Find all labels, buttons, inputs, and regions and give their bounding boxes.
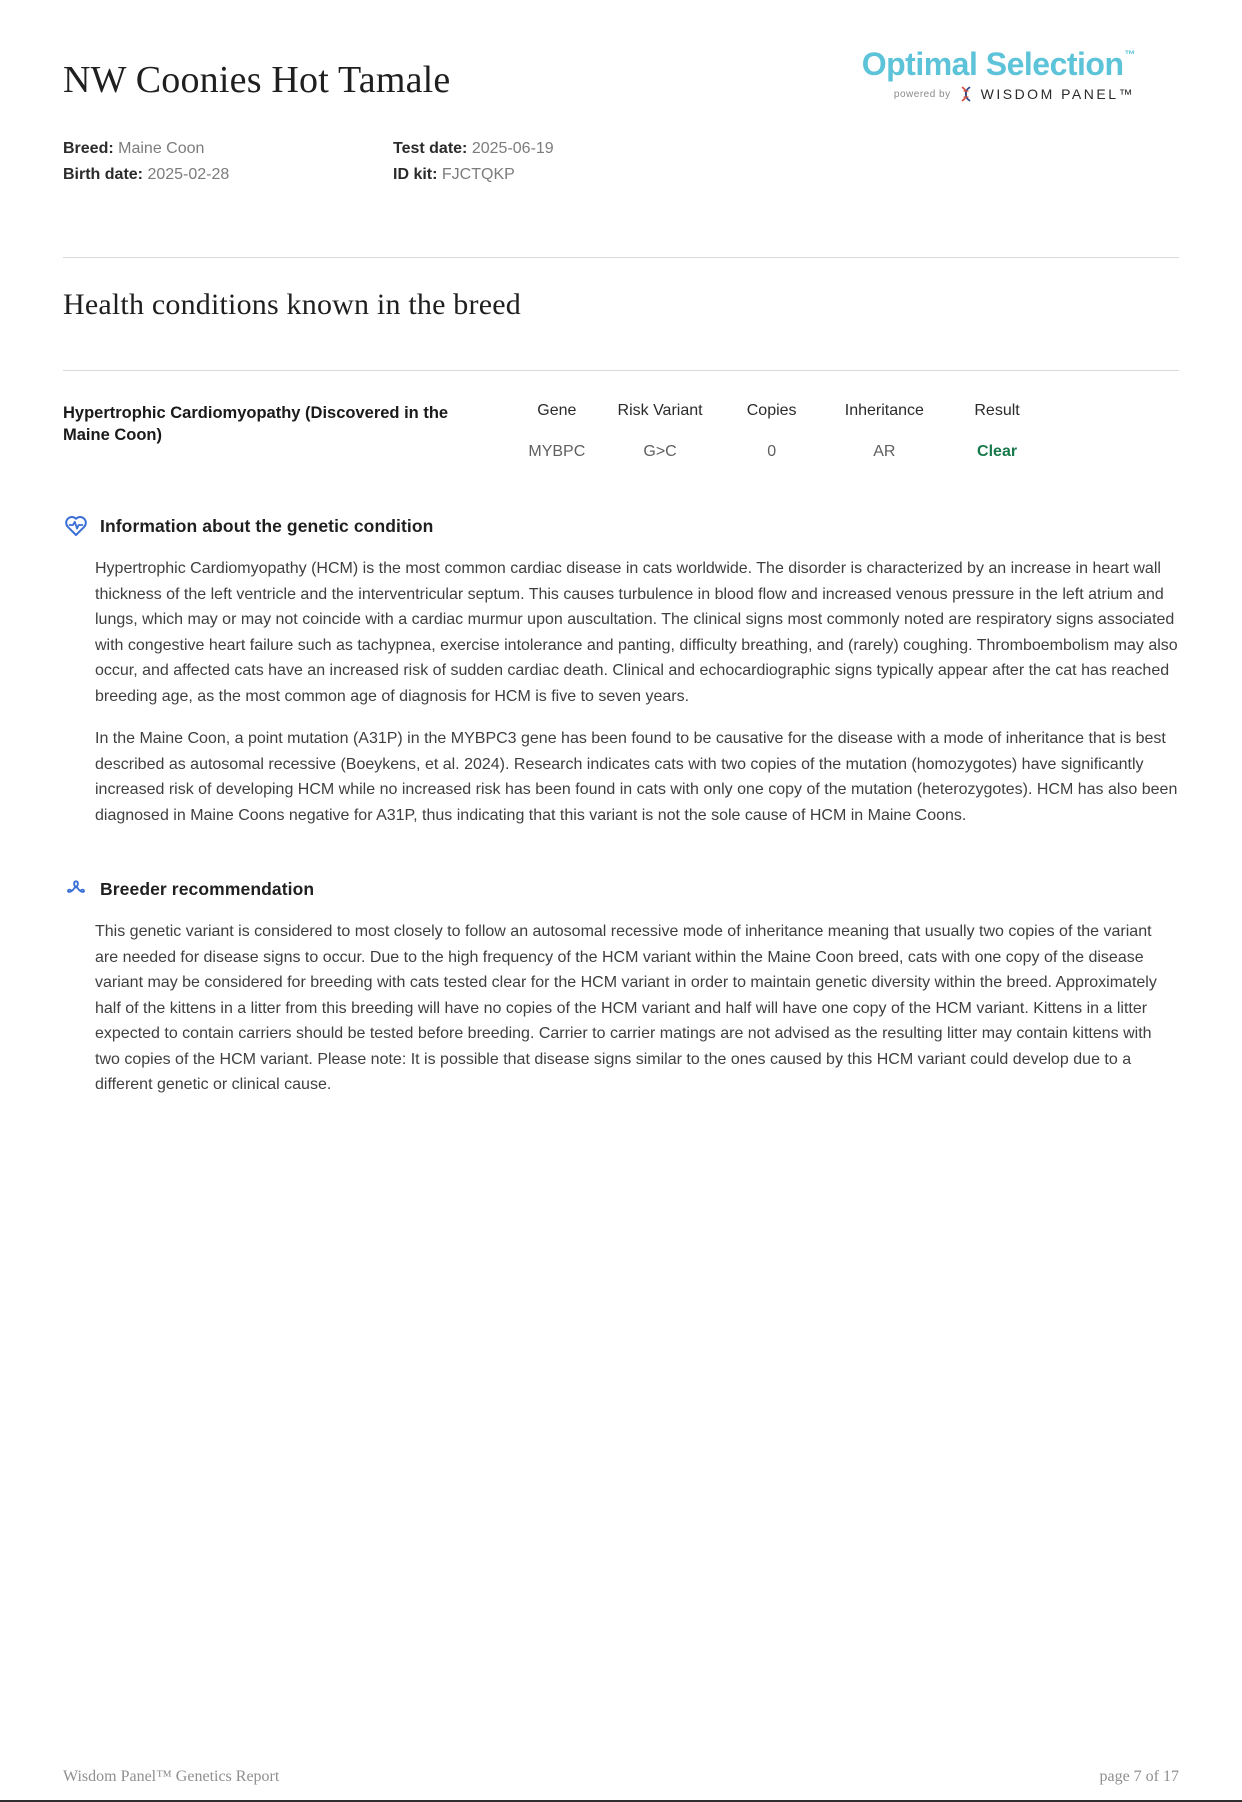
conditions-table	[63, 370, 1179, 461]
birth-date-label: Birth date:	[63, 166, 143, 183]
genetic-condition-info-section	[63, 513, 1179, 828]
section-title: Health conditions known in the breed	[63, 288, 521, 321]
report-header	[63, 46, 1179, 102]
brand-logo	[862, 48, 1179, 102]
breeder-section-body	[95, 919, 1179, 1098]
heart-pulse-icon	[63, 513, 89, 539]
inheritance-value: AR	[873, 443, 896, 460]
breed-field	[63, 140, 393, 158]
footer-page-number: page 7 of 17	[1099, 1768, 1179, 1785]
result-badge: Clear	[977, 443, 1018, 460]
dna-helix-icon	[958, 86, 974, 102]
footer-report-name: Wisdom Panel™ Genetics Report	[63, 1768, 280, 1785]
test-date-value: 2025-06-19	[471, 140, 554, 157]
breeder-paragraph: This genetic variant is considered to most closely to follow an autosomal recessive mode of inheritance meaning that usually two copies of the variant are needed for disease signs to occur. Due to the high frequency of the HCM variant within the Maine Coon breed, cats with one copy of the disease variant may be considered for breeding with cats tested clear for the HCM variant in order to maintain genetic diversity within the breed. Approximately half of the kittens in a litter from this breeding will have no copies of the HCM variant and half will have one copy of the HCM variant. Kittens in a litter expected to contain carriers should be tested before breeding. Carrier to carrier matings are not advised as the resulting litter may contain kittens with two copies of the HCM variant. Please note: It is possible that disease signs similar to the ones caused by this HCM variant could develop due to a different genetic or clinical cause.	[95, 923, 1157, 1093]
info-paragraph-1: Hypertrophic Cardiomyopathy (HCM) is the most common cardiac disease in cats worldwide. The disorder is characterized by an increase in heart wall thickness of the left ventricle and the interventricular septum. This causes turbulence in blood flow and increased venous pressure in the left atrium and lungs, which may or may not coincide with a cardiac murmur upon auscultation. The clinical signs most commonly noted are respiratory signs associated with congestive heart failure such as tachypnea, exercise intolerance and panting, difficulty breathing, and (rarely) coughing. Thromboembolism may also occur, and affected cats have an increased risk of sudden cardiac death. Clinical and echocardiographic signs typically appear after the cat has reached breeding age, as the most common age of diagnosis for HCM is five to seven years.	[95, 560, 1178, 705]
info-paragraph-2: In the Maine Coon, a point mutation (A31P) in the MYBPC3 gene has been found to be causative for the disease with a mode of inheritance that is best described as autosomal recessive (Boeykens, et al. 2024). Research indicates cats with two copies of the mutation (homozygotes) have significantly increased risk of developing HCM while no increased risk has been found in cats with only one copy of the mutation (heterozygotes). HCM has also been diagnosed in Maine Coons negative for A31P, thus indicating that this variant is not the sole cause of HCM in Maine Coons.	[95, 730, 1178, 824]
id-kit-value: FJCTQKP	[441, 166, 515, 183]
page-footer	[63, 1768, 1179, 1786]
id-kit-label: ID kit:	[393, 166, 438, 183]
column-header-gene: Gene	[537, 402, 577, 419]
gene-value: MYBPC	[528, 443, 586, 460]
info-section-body	[95, 556, 1179, 828]
column-header-risk-variant: Risk Variant	[617, 402, 703, 419]
powered-by-label: powered by	[893, 88, 951, 100]
breeder-recommendation-section	[63, 876, 1179, 1098]
trademark-symbol: ™	[1124, 49, 1135, 61]
column-header-inheritance: Inheritance	[844, 402, 924, 419]
powered-by-line	[862, 86, 1135, 102]
breeder-section-heading: Breeder recommendation	[100, 878, 315, 899]
info-section-heading: Information about the genetic condition	[100, 515, 434, 536]
optimal-selection-logo	[862, 48, 1135, 80]
breed-value: Maine Coon	[118, 140, 205, 157]
birth-date-value: 2025-02-28	[147, 166, 230, 183]
birth-date-field	[63, 166, 393, 184]
test-date-field	[393, 140, 1179, 158]
column-header-copies: Copies	[746, 402, 797, 419]
test-date-label: Test date:	[393, 140, 468, 157]
copies-value: 0	[767, 443, 777, 460]
brand-name: Optimal Selection	[861, 46, 1124, 82]
column-header-result: Result	[974, 402, 1020, 419]
breeder-section-header	[63, 876, 1179, 902]
id-kit-field	[393, 166, 1179, 184]
breed-label: Breed:	[63, 140, 114, 157]
report-page	[0, 46, 1242, 1098]
page-title: NW Coonies Hot Tamale	[63, 59, 451, 101]
award-ribbon-icon	[63, 876, 89, 902]
info-section-header	[63, 513, 1179, 539]
wisdom-panel-logo: WISDOM PANEL™	[980, 86, 1135, 102]
header-divider	[63, 257, 1179, 258]
pet-meta	[63, 140, 1179, 184]
condition-name: Hypertrophic Cardiomyopathy (Discovered in the Maine Coon)	[63, 404, 449, 444]
risk-variant-value: G>C	[643, 443, 677, 460]
